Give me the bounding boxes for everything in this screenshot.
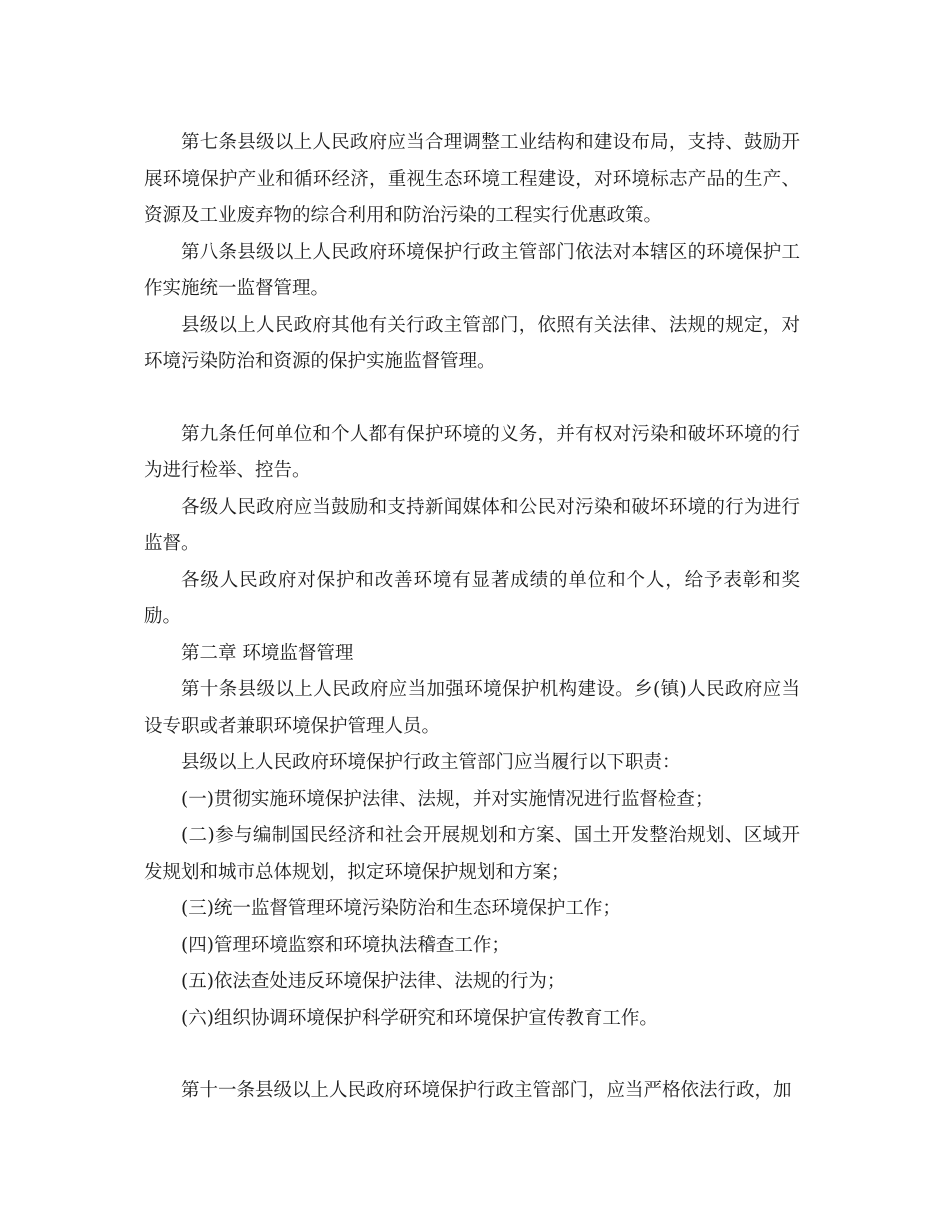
- paragraph-article-10: 第十条县级以上人民政府应当加强环境保护机构建设。乡(镇)人民政府应当设专职或者兼职环境保护管理人员。: [144, 679, 800, 737]
- document-body: [144, 125, 800, 1110]
- duty-item-1: (一)贯彻实施环境保护法律、法规，并对实施情况进行监督检查；: [181, 788, 714, 810]
- paragraph-article-8-clause-2: 县级以上人民政府其他有关行政主管部门，依照有关法律、法规的规定，对环境污染防治和资源的保护实施监督管理。: [144, 314, 800, 372]
- duty-item-6: (六)组织协调环境保护科学研究和环境保护宣传教育工作。: [181, 1007, 658, 1029]
- paragraph-article-7: 第七条县级以上人民政府应当合理调整工业结构和建设布局，支持、鼓励开展环境保护产业和循环经济，重视生态环境工程建设，对环境标志产品的生产、资源及工业废弃物的综合利用和防治污染的工程实行优惠政策。: [144, 132, 800, 226]
- duty-item-2: (二)参与编制国民经济和社会开展规划和方案、国土开发整治规划、区域开发规划和城市总体规划，拟定环境保护规划和方案；: [144, 825, 800, 883]
- paragraph-article-9: 第九条任何单位和个人都有保护环境的义务，并有权对污染和破坏环境的行为进行检举、控告。: [144, 423, 800, 481]
- paragraph-article-8: 第八条县级以上人民政府环境保护行政主管部门依法对本辖区的环境保护工作实施统一监督管理。: [144, 241, 800, 299]
- duty-item-3: (三)统一监督管理环境污染防治和生态环境保护工作；: [181, 898, 621, 919]
- paragraph-article-9-clause-2: 各级人民政府应当鼓励和支持新闻媒体和公民对污染和破坏环境的行为进行监督。: [144, 496, 800, 554]
- paragraph-article-10-duties-intro: 县级以上人民政府环境保护行政主管部门应当履行以下职责：: [181, 752, 681, 773]
- paragraph-spacer: [144, 1037, 800, 1073]
- chapter-heading: 第二章 环境监督管理: [181, 642, 354, 664]
- paragraph-spacer: [144, 381, 800, 417]
- paragraph-article-11: 第十一条县级以上人民政府环境保护行政主管部门，应当严格依法行政，加: [181, 1080, 792, 1101]
- duty-item-4: (四)管理环境监察和环境执法稽查工作；: [181, 934, 510, 956]
- paragraph-article-9-clause-3: 各级人民政府对保护和改善环境有显著成绩的单位和个人，给予表彰和奖励。: [144, 569, 800, 627]
- duty-item-5: (五)依法查处违反环境保护法律、法规的行为；: [181, 971, 566, 992]
